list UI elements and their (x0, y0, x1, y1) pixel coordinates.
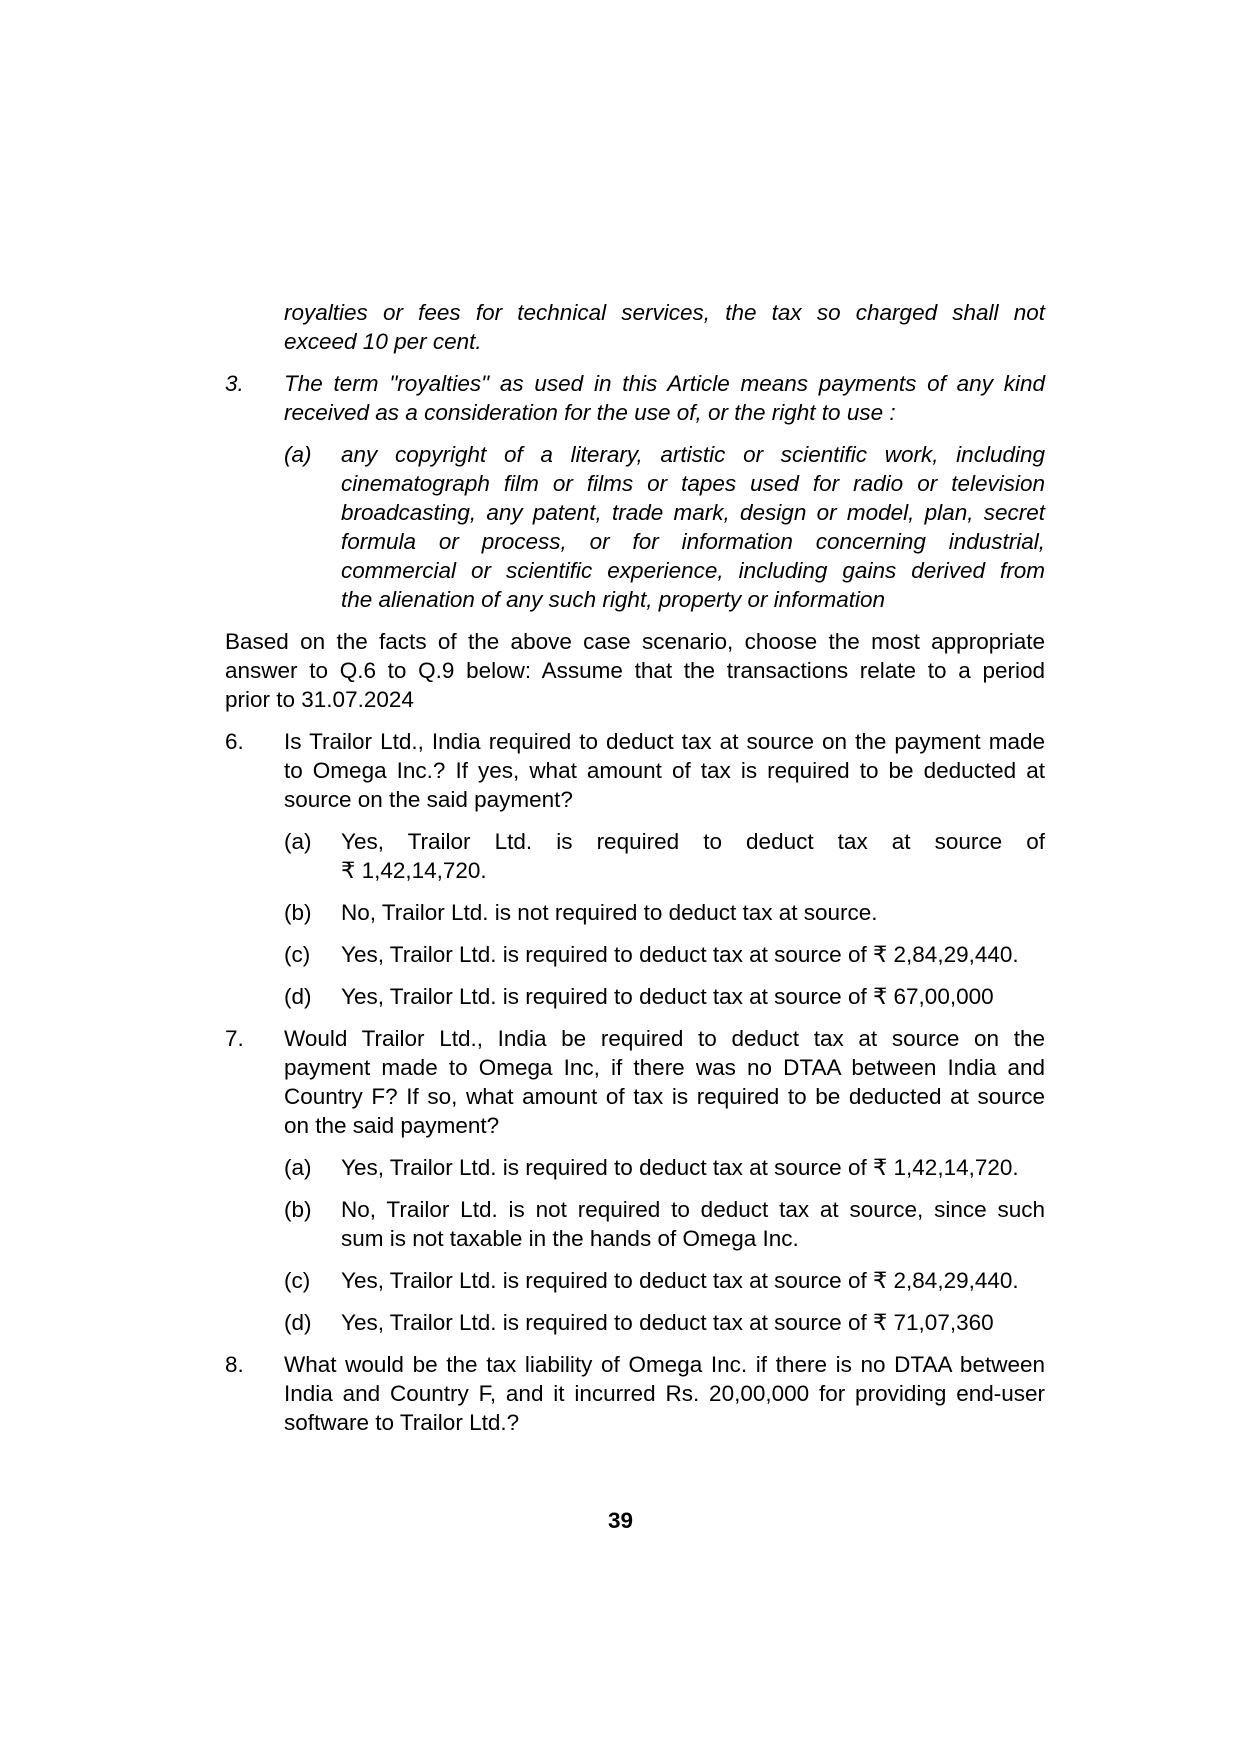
article-subitem-line: any copyright of a literary, artistic or scientific work, including (341, 442, 1045, 467)
option-line: Yes, Trailor Ltd. is required to deduct tax at source of ₹ 2,84,29,440. (341, 942, 1019, 967)
question-line: software to Trailor Ltd.? (284, 1410, 520, 1435)
option-line: Yes, Trailor Ltd. is required to deduct tax at source of ₹ 2,84,29,440. (341, 1268, 1019, 1293)
question-7-option-d (284, 1308, 1045, 1337)
article-item-number: 3. (225, 371, 244, 396)
question-line: on the said payment? (284, 1113, 500, 1138)
question-line: to Omega Inc.? If yes, what amount of tax is required to be deducted at (284, 758, 1045, 783)
question-text (284, 1024, 1045, 1140)
article-item-line: received as a consideration for the use of, or the right to use : (284, 400, 896, 425)
instruction-line: prior to 31.07.2024 (225, 687, 414, 712)
option-label: (d) (284, 984, 312, 1009)
option-text (341, 940, 1045, 969)
question-line: source on the said payment? (284, 787, 573, 812)
question-line: What would be the tax liability of Omega Inc. if there is no DTAA between (284, 1352, 1045, 1377)
question-8 (225, 1350, 1045, 1437)
document-content (225, 298, 1045, 1450)
option-line: Yes, Trailor Ltd. is required to deduct tax at source of ₹ 67,00,000 (341, 984, 994, 1009)
article-item-line: The term "royalties" as used in this Article means payments of any kind (284, 371, 1045, 396)
article-subitem-line: broadcasting, any patent, trade mark, design or model, plan, secret (341, 500, 1045, 525)
page-number: 39 (607, 1508, 634, 1533)
option-line: No, Trailor Ltd. is not required to deduct tax at source, since such (341, 1197, 1045, 1222)
option-line: No, Trailor Ltd. is not required to deduct tax at source. (341, 900, 878, 925)
option-text (341, 898, 1045, 927)
question-line: Is Trailor Ltd., India required to deduct tax at source on the payment made (284, 729, 1045, 754)
option-label: (c) (284, 942, 311, 967)
article-subitem-line: commercial or scientific experience, including gains derived from (341, 558, 1045, 583)
instruction-line: answer to Q.6 to Q.9 below: Assume that the transactions relate to a period (225, 658, 1045, 683)
article-subitem-text (341, 440, 1045, 614)
quote-continuation-paragraph (284, 298, 1045, 356)
option-label: (a) (284, 1155, 312, 1180)
question-6-option-d (284, 982, 1045, 1011)
instruction-line: Based on the facts of the above case scenario, choose the most appropriate (225, 629, 1045, 654)
instruction-paragraph (225, 627, 1045, 714)
article-subitem-line: formula or process, or for information concerning industrial, (341, 529, 1045, 554)
article-subitem-label: (a) (284, 442, 312, 467)
question-7-option-b (284, 1195, 1045, 1253)
option-text (341, 1266, 1045, 1295)
question-6-option-a (284, 827, 1045, 885)
option-label: (b) (284, 900, 312, 925)
question-line: payment made to Omega Inc, if there was no DTAA between India and (284, 1055, 1045, 1080)
article-subitem-a (284, 440, 1045, 614)
question-7 (225, 1024, 1045, 1140)
article-item-text (284, 369, 1045, 427)
option-label: (d) (284, 1310, 312, 1335)
option-text (341, 1308, 1045, 1337)
option-label: (c) (284, 1268, 311, 1293)
question-6-option-b (284, 898, 1045, 927)
question-line: Would Trailor Ltd., India be required to deduct tax at source on the (284, 1026, 1045, 1051)
option-text (341, 982, 1045, 1011)
question-7-option-a (284, 1153, 1045, 1182)
question-text (284, 727, 1045, 814)
question-line: Country F? If so, what amount of tax is required to be deducted at source (284, 1084, 1045, 1109)
option-text (341, 1153, 1045, 1182)
option-line: Yes, Trailor Ltd. is required to deduct tax at source of ₹ 71,07,360 (341, 1310, 994, 1335)
question-6-option-c (284, 940, 1045, 969)
option-line: ₹ 1,42,14,720. (341, 858, 487, 883)
question-number: 7. (225, 1026, 244, 1051)
option-line: Yes, Trailor Ltd. is required to deduct tax at source of ₹ 1,42,14,720. (341, 1155, 1019, 1180)
quote-continuation-line: royalties or fees for technical services, the tax so charged shall not (284, 300, 1045, 325)
question-7-option-c (284, 1266, 1045, 1295)
option-text (341, 1195, 1045, 1253)
question-number: 6. (225, 729, 244, 754)
option-text (341, 827, 1045, 885)
option-label: (a) (284, 829, 312, 854)
article-subitem-line: the alienation of any such right, property or information (341, 587, 886, 612)
quote-continuation-line: exceed 10 per cent. (284, 329, 482, 354)
option-label: (b) (284, 1197, 312, 1222)
option-line: sum is not taxable in the hands of Omega Inc. (341, 1226, 799, 1251)
article-item-3 (225, 369, 1045, 427)
question-number: 8. (225, 1352, 244, 1377)
question-line: India and Country F, and it incurred Rs. 20,00,000 for providing end-user (284, 1381, 1045, 1406)
question-6 (225, 727, 1045, 814)
option-line: Yes, Trailor Ltd. is required to deduct tax at source of (341, 829, 1045, 854)
question-text (284, 1350, 1045, 1437)
article-subitem-line: cinematograph film or films or tapes used for radio or television (341, 471, 1045, 496)
